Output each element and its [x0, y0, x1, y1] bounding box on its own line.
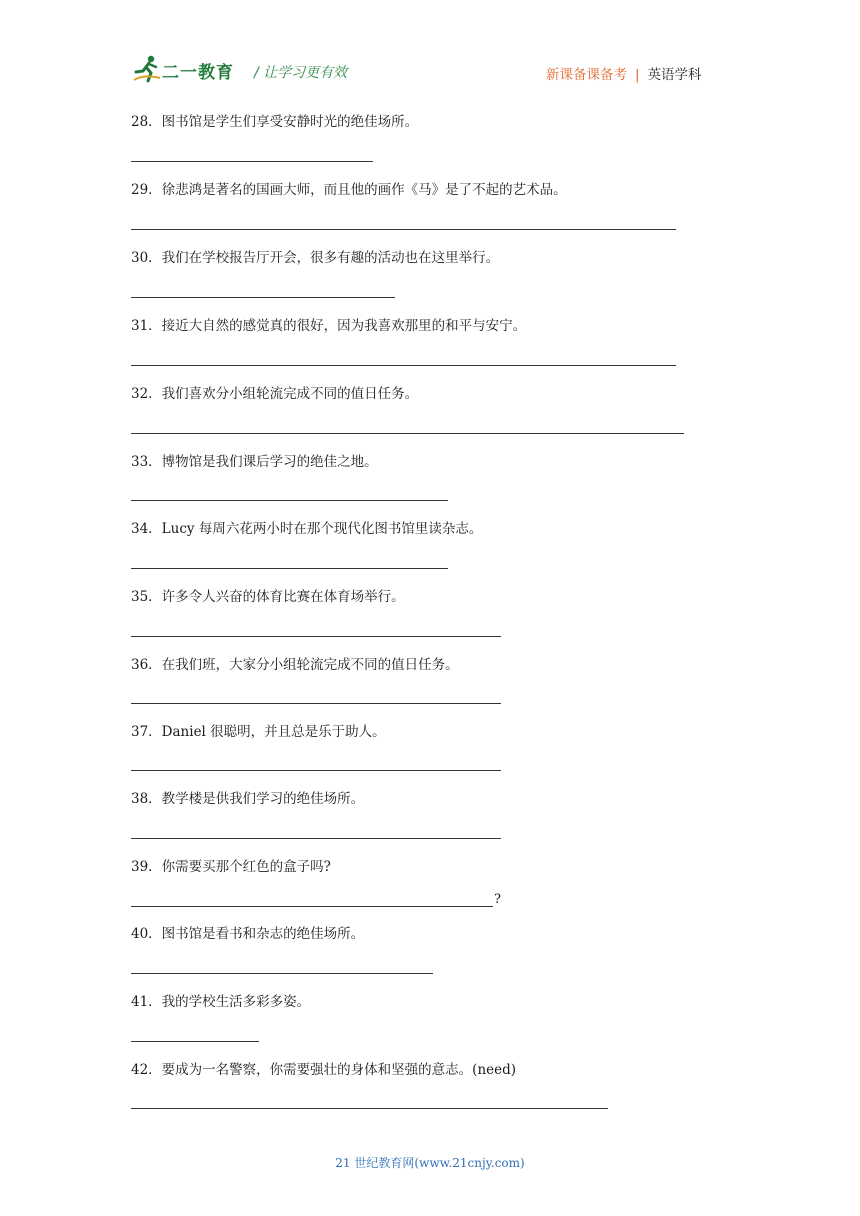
answer-line[interactable] — [131, 161, 373, 162]
answer-line[interactable] — [131, 568, 448, 569]
answer-line[interactable] — [131, 500, 448, 501]
question-text: 37．Daniel 很聪明，并且总是乐于助人。 — [131, 724, 386, 740]
answer-line[interactable] — [131, 297, 395, 298]
question-text: 30．我们在学校报告厅开会，很多有趣的活动也在这里举行。 — [131, 250, 500, 266]
logo-text: 二一教育 — [162, 63, 234, 83]
brand-right — [546, 63, 702, 83]
answer-line[interactable] — [131, 703, 501, 704]
brand-separator: | — [635, 67, 640, 83]
footer-link[interactable]: 21 世纪教育网(www.21cnjy.com) — [335, 1156, 525, 1170]
question-text: 33．博物馆是我们课后学习的绝佳之地。 — [131, 454, 378, 470]
question-mark: ? — [494, 892, 501, 907]
answer-line[interactable] — [131, 365, 676, 366]
answer-line[interactable] — [131, 770, 501, 771]
answer-line[interactable] — [131, 973, 433, 974]
question-text: 40．图书馆是看书和杂志的绝佳场所。 — [131, 926, 365, 942]
question-text: 41．我的学校生活多彩多姿。 — [131, 994, 311, 1010]
answer-line[interactable] — [131, 838, 501, 839]
answer-line[interactable] — [131, 1108, 608, 1109]
brand-subject-text: 英语学科 — [647, 67, 702, 83]
brand-course-text: 新课备课备考 — [546, 67, 627, 83]
slogan: / 让学习更有效 — [254, 65, 348, 81]
question-text: 32．我们喜欢分小组轮流完成不同的值日任务。 — [131, 386, 419, 402]
question-text: 29．徐悲鸿是著名的国画大师，而且他的画作《马》是了不起的艺术品。 — [131, 182, 567, 198]
answer-line[interactable] — [131, 1041, 259, 1042]
answer-line[interactable] — [131, 636, 501, 637]
question-text: 28．图书馆是学生们享受安静时光的绝佳场所。 — [131, 114, 419, 130]
answer-line[interactable] — [131, 229, 676, 230]
answer-line[interactable] — [131, 906, 493, 907]
question-text: 39．你需要买那个红色的盒子吗? — [131, 859, 331, 875]
question-text: 35．许多令人兴奋的体育比赛在体育场举行。 — [131, 589, 405, 605]
page-header — [0, 0, 860, 100]
question-text: 42．要成为一名警察，你需要强壮的身体和坚强的意志。(need) — [131, 1062, 517, 1078]
question-text: 38．教学楼是供我们学习的绝佳场所。 — [131, 791, 365, 807]
question-text: 36．在我们班，大家分小组轮流完成不同的值日任务。 — [131, 657, 459, 673]
question-text: 34．Lucy 每周六花两小时在那个现代化图书馆里读杂志。 — [131, 521, 483, 537]
answer-line[interactable] — [131, 433, 684, 434]
question-text: 31．接近大自然的感觉真的很好，因为我喜欢那里的和平与安宁。 — [131, 318, 527, 334]
runner-logo-icon — [132, 54, 162, 84]
logo — [132, 52, 252, 92]
